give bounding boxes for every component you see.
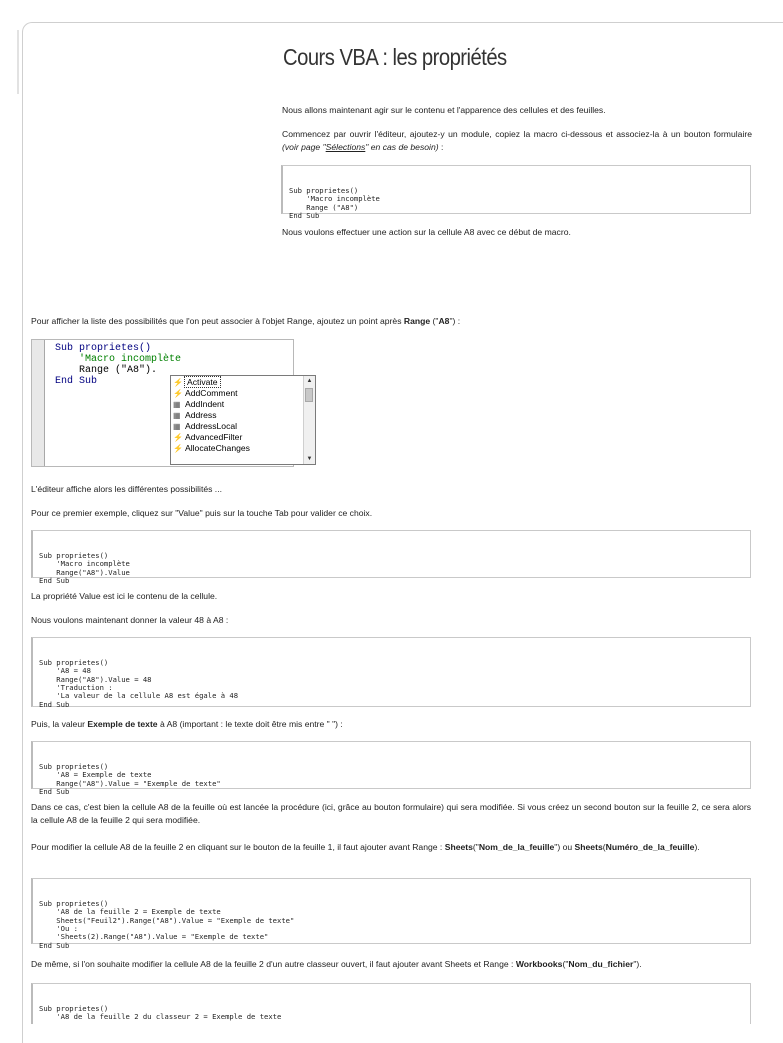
editor-paragraph: L'éditeur affiche alors les différentes possibilités ... (31, 484, 222, 494)
autocomplete-item[interactable]: ⚡ AddComment (173, 388, 238, 398)
code-block-texte: Sub proprietes() 'A8 = Exemple de texte Range("A8").Value = "Exemple de texte" End Sub (31, 741, 751, 789)
sheets-paragraph: Pour modifier la cellule A8 de la feuille 2 en cliquant sur le bouton de la feuille 1, il faut ajouter avant Range : Sheets("Nom_de_la_feuille") ou Sheets(Numéro_de_la_feuille). (31, 842, 700, 852)
method-icon: ⚡ (173, 444, 183, 453)
property-icon: ▦ (173, 411, 181, 420)
scroll-up-icon[interactable]: ▲ (306, 378, 313, 384)
autocomplete-item[interactable]: ▦ AddressLocal (173, 421, 238, 431)
code-block-value: Sub proprietes() 'Macro incomplète Range("A8").Value End Sub (31, 530, 751, 578)
scroll-down-icon[interactable]: ▼ (306, 456, 313, 462)
action-paragraph: Nous voulons effectuer une action sur la cellule A8 avec ce début de macro. (282, 227, 571, 237)
value48-paragraph: Nous voulons maintenant donner la valeur 48 à A8 : (31, 615, 229, 625)
vba-editor-screenshot (31, 339, 313, 467)
editor-gutter (32, 340, 45, 466)
selections-link[interactable]: Sélections (325, 142, 366, 152)
code-block-value-48: Sub proprietes() 'A8 = 48 Range("A8").Value = 48 'Traduction : 'La valeur de la cellule A8 est égale à 48 End Sub (31, 637, 751, 707)
list-paragraph: Pour afficher la liste des possibilités que l'on peut associer à l'objet Range, ajoutez un point après Range ("A8") : (31, 316, 461, 326)
value-description: La propriété Value est ici le contenu de la cellule. (31, 591, 218, 601)
code-block-incomplete: Sub proprietes() 'Macro incomplète Range ("A8") End Sub (281, 165, 751, 214)
autocomplete-list[interactable] (170, 375, 316, 465)
property-icon: ▦ (173, 422, 181, 431)
autocomplete-scrollbar[interactable] (303, 376, 315, 464)
autocomplete-item[interactable]: ⚡ AllocateChanges (173, 443, 250, 453)
autocomplete-item[interactable]: ⚡ Activate (173, 377, 218, 387)
editor-code: Sub proprietes() 'Macro incomplète Range ("A8"). End Sub (55, 343, 182, 387)
instructions-paragraph: Commencez par ouvrir l'éditeur, ajoutez-y un module, copiez la macro ci-dessous et associez-la à un bouton formulaire (voir page "Sélections" en cas de besoin) : (282, 129, 752, 152)
scroll-thumb[interactable] (305, 388, 313, 402)
texte-paragraph: Puis, la valeur Exemple de texte à A8 (important : le texte doit être mis entre " ") : (31, 719, 343, 729)
method-icon: ⚡ (173, 433, 183, 442)
autocomplete-item[interactable]: ▦ AddIndent (173, 399, 225, 409)
autocomplete-item[interactable]: ⚡ AdvancedFilter (173, 432, 243, 442)
workbooks-paragraph: De même, si l'on souhaite modifier la cellule A8 de la feuille 2 d'un autre classeur ouvert, il faut ajouter avant Sheets et Range : Workbooks("Nom_du_fichier"). (31, 959, 642, 969)
code-block-workbooks: Sub proprietes() 'A8 de la feuille 2 du classeur 2 = Exemple de texte (31, 983, 751, 1024)
autocomplete-item[interactable]: ▦ Address (173, 410, 217, 420)
method-icon: ⚡ (173, 378, 183, 387)
feuille-paragraph: Dans ce cas, c'est bien la cellule A8 de la feuille où est lancée la procédure (ici, grâce au bouton formulaire) qui sera modifiée. Si vous créez un second bouton sur la feuille 2, ce sera alors la cellule A8 de la feuille 2 qui sera modifiée. (31, 802, 751, 825)
value-paragraph: Pour ce premier exemple, cliquez sur "Value" puis sur la touche Tab pour valider ce choix. (31, 508, 373, 518)
property-icon: ▦ (173, 400, 181, 409)
page-edge-shadow (17, 30, 19, 94)
method-icon: ⚡ (173, 389, 183, 398)
page-title: Cours VBA : les propriétés (283, 44, 507, 70)
intro-paragraph: Nous allons maintenant agir sur le contenu et l'apparence des cellules et des feuilles. (282, 105, 606, 115)
code-block-sheets: Sub proprietes() 'A8 de la feuille 2 = Exemple de texte Sheets("Feuil2").Range("A8").Value = "Exemple de texte" 'Ou : 'Sheets(2).Range("A8").Value = "Exemple de texte" End Sub (31, 878, 751, 944)
